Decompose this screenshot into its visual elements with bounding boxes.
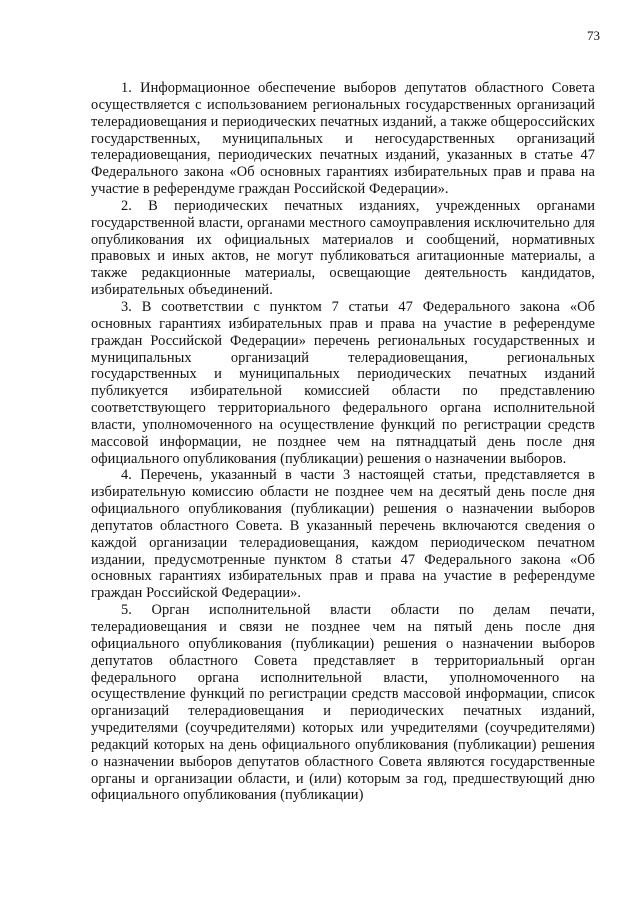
paragraph-2: 2. В периодических печатных изданиях, учрежденных органами государственной власти, органами местного самоуправления исключительно для опубликования их официальных материалов и сообщений, нормативных правовых и иных актов, не могут публиковаться агитационные материалы, а также редакционные материалы, освещающие деятельность кандидатов, избирательных объединений. bbox=[91, 197, 595, 299]
paragraph-4: 4. Перечень, указанный в части 3 настоящей статьи, представляется в избирательную комиссию области не позднее чем на десятый день после дня официального опубликования (публикации) решения о назначении выборов депутатов областного Совета. В указанный перечень включаются сведения о каждой организации телерадиовещания, каждом периодическом печатном издании, предусмотренные пунктом 8 статьи 47 Федерального закона «Об основных гарантиях избирательных прав и права на участие в референдуме граждан Российской Федерации». bbox=[91, 467, 595, 602]
page-number: 73 bbox=[587, 28, 600, 43]
paragraph-1: 1. Информационное обеспечение выборов депутатов областного Совета осуществляется с использованием региональных государственных организаций телерадиовещания и периодических печатных изданий, а также общероссийских государственных, муниципальных и негосударственных организаций телерадиовещания, периодических печатных изданий, указанных в статье 47 Федерального закона «Об основных гарантиях избирательных прав и права на участие в референдуме граждан Российской Федерации». bbox=[91, 80, 595, 198]
paragraph-3: 3. В соответствии с пунктом 7 статьи 47 Федерального закона «Об основных гарантиях избирательных прав и права на участие в референдуме граждан Российской Федерации» перечень региональных государственных и муниципальных организаций телерадиовещания, региональных государственных и муниципальных периодических печатных изданий публикуется избирательной комиссией области по представлению соответствующего территориального федерального органа исполнительной власти, уполномоченного на осуществление функций по регистрации средств массовой информации, не позднее чем на пятнадцатый день после дня официального опубликования (публикации) решения о назначении выборов. bbox=[91, 298, 595, 467]
article-body bbox=[91, 80, 595, 804]
paragraph-5: 5. Орган исполнительной власти области по делам печати, телерадиовещания и связи не позднее чем на пятый день после дня официального опубликования (публикации) решения о назначении выборов депутатов областного Совета представляет в территориальный орган федерального органа исполнительной власти, уполномоченного на осуществление функций по регистрации средств массовой информации, список организаций телерадиовещания и периодических печатных изданий, учредителями (соучредителями) которых или учредителями (соучредителями) редакций которых на день официального опубликования (публикации) решения о назначении выборов депутатов областного Совета являются государственные органы и организации области, и (или) которым за год, предшествующий дню официального опубликования (публикации) bbox=[91, 602, 595, 804]
